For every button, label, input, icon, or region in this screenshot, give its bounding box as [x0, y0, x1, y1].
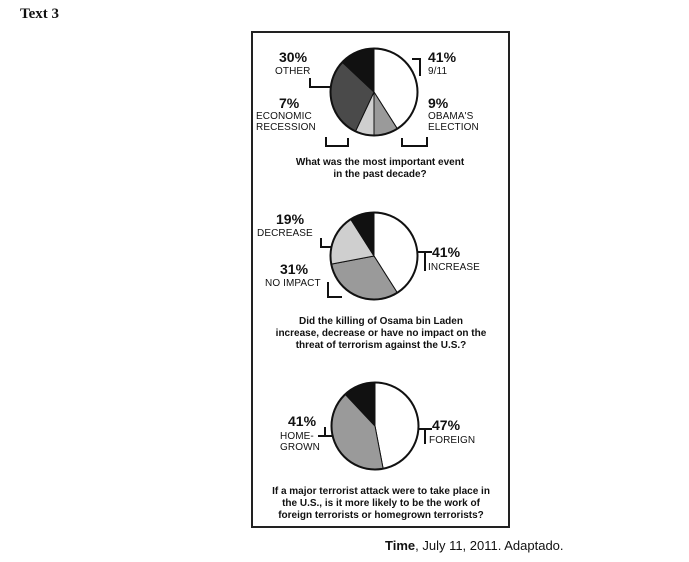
leader-line — [325, 145, 349, 147]
leader-line — [327, 296, 342, 298]
pie3-label-foreign-pct: 47% — [432, 417, 461, 433]
source-credit — [385, 538, 564, 553]
pie1-label-911-pct: 41% — [428, 49, 457, 65]
pie3-label-foreign: FOREIGN — [429, 435, 476, 446]
pie1-question: What was the most important event in the past decade? — [295, 157, 465, 180]
leader-line — [325, 137, 327, 146]
source-publication: Time — [385, 538, 416, 553]
leader-line — [424, 428, 426, 444]
pie2-label-noimpact-pct: 31% — [280, 261, 309, 277]
pie-chart-event — [329, 47, 419, 137]
leader-line — [320, 246, 332, 248]
pie3-slice-0 — [375, 383, 419, 469]
pie-chart-terror-threat — [328, 211, 420, 301]
leader-line — [424, 251, 426, 271]
pie2-label-decrease: DECREASE — [257, 228, 313, 239]
pie1-label-obama: OBAMA'S ELECTION — [428, 111, 479, 133]
pie-chart-attack-origin — [329, 381, 421, 471]
pie1-label-obama-pct: 9% — [428, 95, 449, 111]
pie1-label-economic: ECONOMIC RECESSION — [256, 111, 316, 133]
pie2-label-noimpact: NO IMPACT — [265, 278, 321, 289]
leader-line — [309, 86, 331, 88]
leader-line — [426, 137, 428, 146]
pie3-label-homegrown-pct: 41% — [288, 413, 317, 429]
pie1-label-other: OTHER — [275, 66, 311, 77]
leader-line — [419, 58, 421, 76]
source-date: , July 11, 2011. Adaptado. — [415, 538, 564, 553]
pie1-label-economic-pct: 7% — [279, 95, 300, 111]
leader-line — [412, 58, 421, 60]
pie3-question: If a major terrorist attack were to take place in the U.S., is it more likely to be the work of foreign terrorists or homegrown terrorists? — [272, 486, 490, 521]
pie1-label-other-pct: 30% — [279, 49, 308, 65]
pie2-label-increase-pct: 41% — [432, 244, 461, 260]
pie2-question: Did the killing of Osama bin Laden increase, decrease or have no impact on the threat of terrorism against the U.S.? — [275, 316, 487, 351]
pie2-label-decrease-pct: 19% — [276, 211, 305, 227]
pie1-label-911: 9/11 — [428, 66, 448, 77]
page-heading: Text 3 — [20, 6, 60, 22]
pie2-label-increase: INCREASE — [428, 262, 480, 273]
leader-line — [401, 145, 428, 147]
leader-line — [324, 427, 326, 437]
pie3-label-homegrown: HOME- GROWN — [280, 431, 320, 453]
